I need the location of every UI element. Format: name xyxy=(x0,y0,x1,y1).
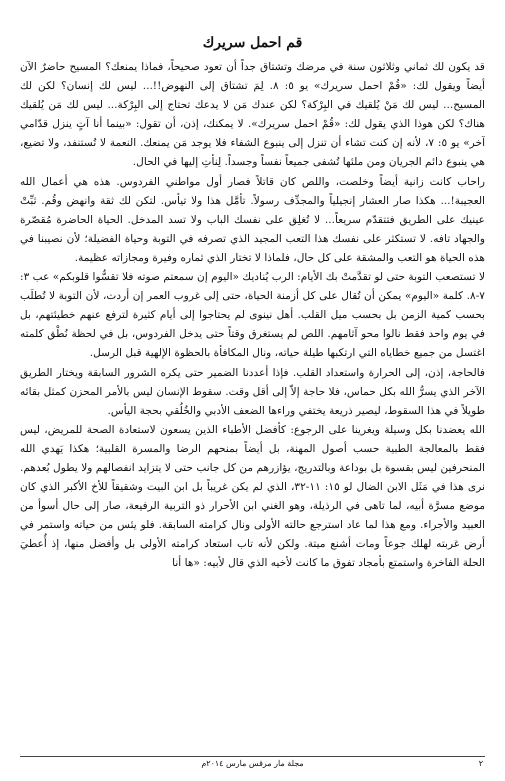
article-title: قم احمل سريرك xyxy=(202,35,303,51)
journal-name: مجلة مار مرقس مارس ٢٠١٤م xyxy=(201,759,304,768)
article-paragraph-2: راحاب كانت زانية أيضاً وخلصت، واللص كان قاتلاً فصار أول مواطني الفردوس. هذه هي أعمال الله العجيبة!... هكذا صار العشار إنجيلياً والمجدِّف رسولاً. تأمَّل هذا ولا تيأس. لتكن لك ثقة وانهض وقُم. ثبِّتْ عينيك على الطريق فتتقدّم سريعاً... لا تُغلِق على نفسك الباب ولا تسد المدخل. الحياة الحاضرة مُقصّرة والجهاد تافه. لا تستكثر على نفسك هذا التعب المجيد الذي تصرفه في التوبة وحياة الفضيلة؛ لأن نصيبنا في هذه الحياة هو التعب والمشقة على كل حال، فلماذا لا تختار الذي ثماره وفيرة ومجازاته عظيمة. xyxy=(20,175,485,264)
page-number: ٢ xyxy=(478,759,483,768)
article-body xyxy=(20,58,485,738)
page-footer xyxy=(20,756,485,771)
article-paragraph-1: قد يكون لك ثماني وثلاثون سنة في مرضك وتشتاق جداً أن تعود صحيحاً، فماذا يمنعك؟ المسيح حاضرٌ الآن أيضاً ويقول لك: «قُمْ احمل سريرك» يو ٥: ٨. لِمَ تشتاق إلى النهوض!!... ليس لك إنسان؟ لكن لك المسيح... ليس لك مَنْ يُلقيك في البِرْكة؟ لكن عندك مَن لا يدعك تحتاج إلى البِرْكة... ليس لك مَن يُلقيك هناك؟ لكن هوذا الذي يقول لك: «قُمْ احمل سريرك». لا يمكنك، إذن، أن تقول: «بينما أنا آتٍ ينزل قدّامي آخر» يو ٥: ٧، لأنه إن كنت تشاء أن تنزل إلى ينبوع الشفاء فلا يوجد مَن يمنعك. النعمة لا تُستنفد، ولا تضيع، هي ينبوع دائم الجريان ومن ملئها تُشفى جميعاً نفساً وجسداً. لِنأتِ إليها في الحال. xyxy=(20,61,485,169)
article-paragraph-4: فالحاجة، إذن، إلى الحرارة واستعداد القلب. فإذا أعددنا الضمير حتى يكره الشرور السابقة ويختار الطريق الآخر الذي يسرُّ الله بكل حماس، فلا حاجة إلاّ إلى أقل وقت. سقوط الإنسان ليس بالأمر المحزن كمثل بقائه طويلاً في هذا السقوط، ليصير ذريعة يختفي وراءها الضعف الأدبي والخُلُقي بحجة اليأس. xyxy=(20,366,485,417)
article-page xyxy=(20,34,485,764)
article-paragraph-5: الله يعضدنا بكل وسيلة ويغرينا على الرجوع: كأفضل الأطباء الذين يسعون لاستعادة الصحة للمريض، ليس فقط بالمعالجة الطبية حسب أصول المهنة، بل أيضاً بمنحهم الرضا والمسرة القلبية؛ هكذا يَهدي الله المنحرفين ليس بقسوة بل بوداعة وبالتدريج، يؤازرهم من كل جانب حتى لا يتزايد انفصالهم ولا يطول بُعدهم. نرى هذا في مَثَل الابن الضال لو ١٥: ١١-٣٢، الذي لم يكن غريباً بل ابن البيت وشقيقاً للأخ الأكبر الذي كان موضع مسرَّة أبيه، لما تاهى في الرذيلة، وهو الغني ابن الأحرار ذو التربية الرفيعة، صار إلى حال أسوأ من العبيد والأجراء. ومع هذا لما عاد استرجع حالته الأولى ونال كرامته السابقة. فلو يئس من حياته واستمر في أرض غربته لهلك جوعاً ومات أشنع ميتة. ولكن لأنه تاب استعاد كرامته الأولى بل وأفضل منها، إذ أُعطيَ الحلة الفاخرة واستمتع بأمجاد تفوق ما كانت لأخيه الذي قال لأبيه: «ها أنا xyxy=(20,423,485,570)
article-paragraph-3: لا تستصعب التوبة حتى لو تقدَّمتْ بك الأيام: الرب يُناديك «اليوم إن سمعتم صوته فلا تقسُّوا قلوبكم» عب ٣: ٧-٨. كلمة «اليوم» يمكن أن تُقال على كل أزمنة الحياة، حتى إلى غروب العمر إن أردت، لأن التوبة لا تُطلَب بحسب كمية الزمن بل بحسب ميل القلب. أهل نينوى لم يحتاجوا إلى أيام كثيرة لترفع عنهم خطيئتهم، بل في يوم واحد فقط نالوا محو آثامهم. اللص لم يستغرق وقتاً حتى يدخل الفردوس، بل في لحظة نُطْق كلمته اغتسل من جميع خطاياه التي ارتكبها طيلة حياته، ونال المكافأة بالحظوة الإلهية قبل الرسل. xyxy=(20,271,485,360)
